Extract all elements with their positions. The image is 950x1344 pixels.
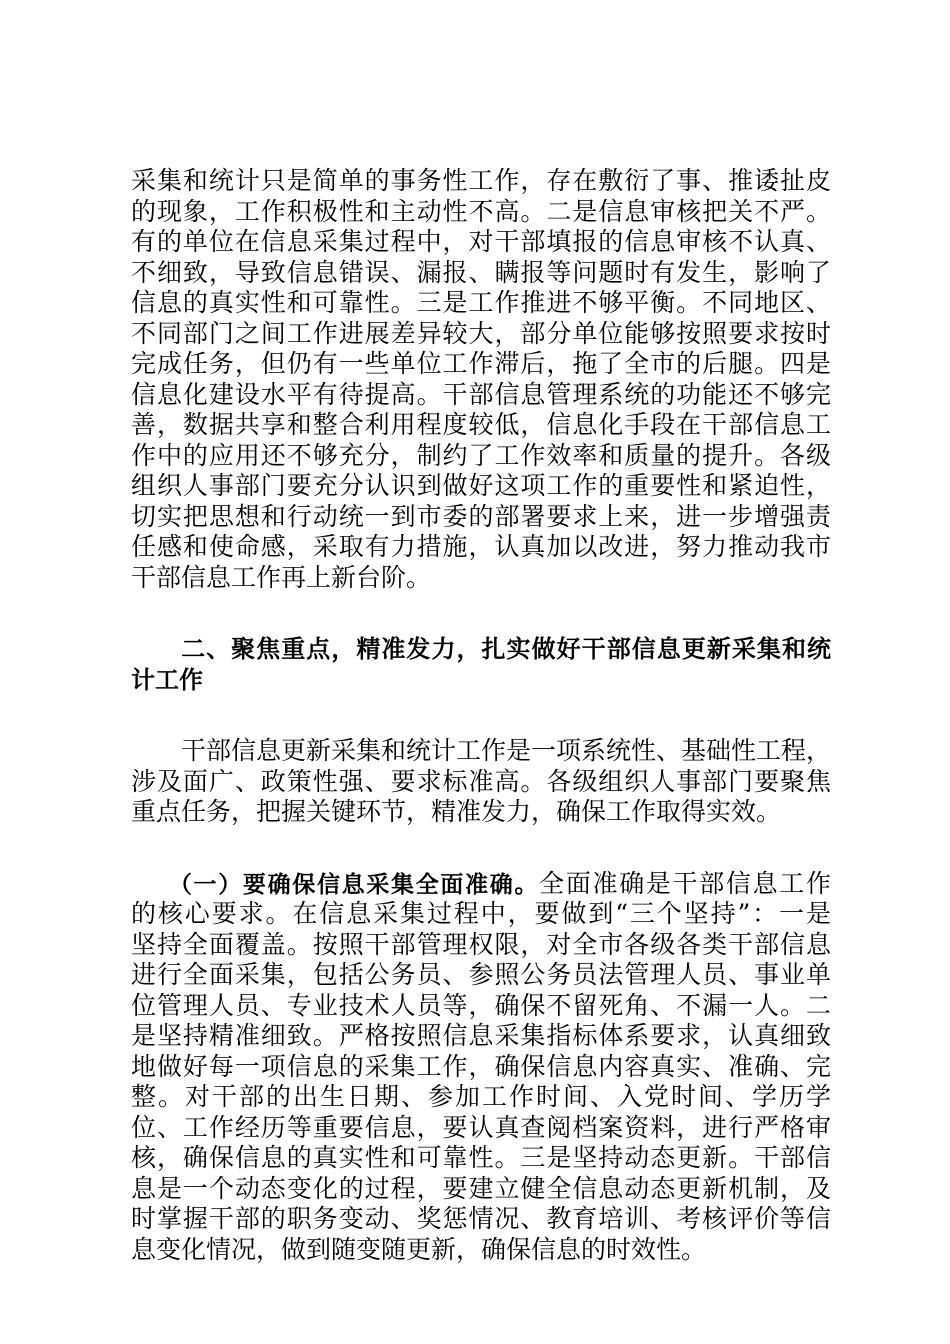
text-line: 位管理人员、专业技术人员等，确保不留死角、不漏一人。二 [131, 990, 831, 1020]
document-page [131, 166, 831, 1265]
text-line: 干部信息工作再上新台阶。 [131, 562, 432, 592]
paragraph-gap [131, 593, 831, 634]
paragraph-collection [131, 869, 831, 1266]
text-line: 是坚持精准细致。严格按照信息采集指标体系要求，认真细致 [131, 1021, 831, 1050]
paragraph-gap [131, 695, 831, 736]
text-line: 干部信息更新采集和统计工作是一项系统性、基础性工程， [131, 736, 832, 765]
text-line: 采集和统计只是简单的事务性工作，存在敷衍了事、推诿扯皮 [131, 166, 831, 195]
text-line: 进行全面采集，包括公务员、参照公务员法管理人员、事业单 [131, 960, 831, 989]
text-run: 全面准确是干部信息工作 [539, 868, 831, 898]
text-line: 涉及面广、政策性强、要求标准高。各级组织人事部门要聚焦 [131, 766, 831, 796]
section-heading [131, 634, 831, 695]
text-line: 有的单位在信息采集过程中，对干部填报的信息审核不认真、 [131, 227, 831, 256]
text-line: 坚持全面覆盖。按照干部管理权限，对全市各级各类干部信息 [131, 929, 831, 959]
text-line: 重点任务，把握关键环节，精准发力，确保工作取得实效。 [131, 797, 782, 826]
heading-line: 计工作 [131, 665, 203, 694]
text-line: 息变化情况，做到随变随更新，确保信息的时效性。 [131, 1234, 707, 1264]
text-line: 时掌握干部的职务变动、奖惩情况、教育培训、考核评价等信 [131, 1204, 831, 1233]
text-line: 完成任务，但仍有一些单位工作滞后，拖了全市的后腿。四是 [131, 349, 831, 378]
paragraph-intro [131, 736, 831, 828]
text-line: 不细致，导致信息错误、漏报、瞒报等问题时有发生，影响了 [131, 257, 831, 287]
text-line: 信息化建设水平有待提高。干部信息管理系统的功能还不够完 [131, 379, 831, 409]
text-line: 组织人事部门要充分认识到做好这项工作的重要性和紧迫性， [131, 471, 831, 500]
text-line: 核，确保信息的真实性和可靠性。三是坚持动态更新。干部信 [131, 1143, 831, 1172]
text-line [131, 869, 831, 900]
paragraph-gap [131, 828, 831, 869]
text-line: 位、工作经历等重要信息，要认真查阅档案资料，进行严格审 [131, 1112, 831, 1142]
text-line: 的核心要求。在信息采集过程中，要做到“三个坚持”：一是 [131, 899, 831, 928]
text-line: 不同部门之间工作进展差异较大，部分单位能够按照要求按时 [131, 318, 831, 348]
text-line: 息是一个动态变化的过程，要建立健全信息动态更新机制，及 [131, 1173, 831, 1203]
text-line: 地做好每一项信息的采集工作，确保信息内容真实、准确、完 [131, 1051, 831, 1081]
text-line: 任感和使命感，采取有力措施，认真加以改进，努力推动我市 [131, 532, 831, 561]
text-line: 的现象，工作积极性和主动性不高。二是信息审核把关不严。 [131, 196, 831, 226]
heading-line: 二、聚焦重点，精准发力，扎实做好干部信息更新采集和统 [131, 635, 831, 663]
subheading-inline: （一）要确保信息采集全面准确。 [131, 871, 540, 898]
text-line: 善，数据共享和整合利用程度较低，信息化手段在干部信息工 [131, 410, 831, 439]
text-line: 信息的真实性和可靠性。三是工作推进不够平衡。不同地区、 [131, 288, 831, 317]
text-line: 切实把思想和行动统一到市委的部署要求上来，进一步增强责 [131, 501, 831, 531]
text-line: 整。对干部的出生日期、参加工作时间、入党时间、学历学 [131, 1082, 831, 1111]
paragraph-problems [131, 166, 831, 593]
text-line: 作中的应用还不够充分，制约了工作效率和质量的提升。各级 [131, 440, 831, 470]
